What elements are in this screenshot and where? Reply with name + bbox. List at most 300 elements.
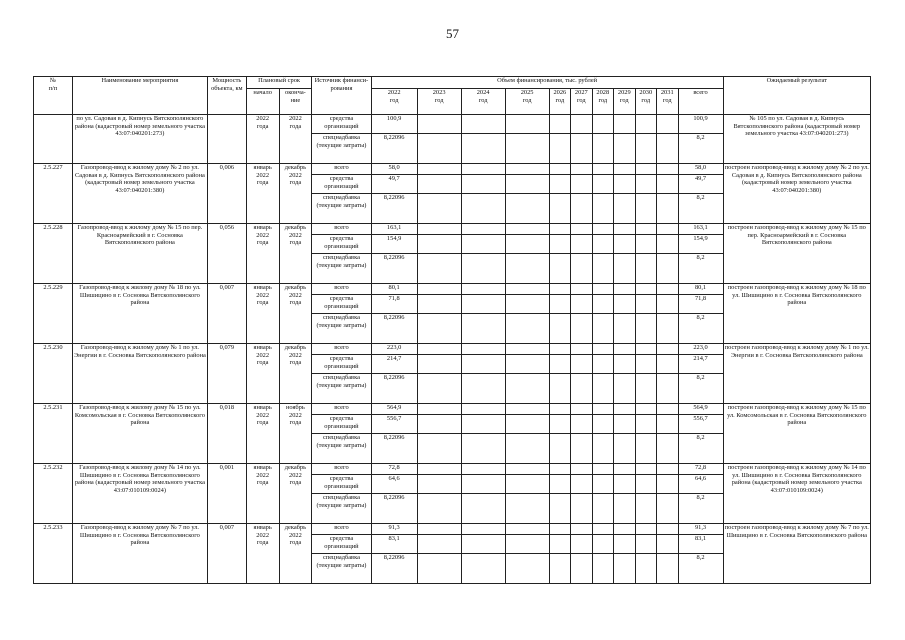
value-2022: 64,6 <box>371 475 417 494</box>
expected-result: построен газопровод-ввод к жилому дому № 15 по пер. Красноармейский в г. Сосновка Вятскополянского района <box>723 224 870 284</box>
value-total: 564,9 <box>678 404 723 415</box>
value-2022: 80,1 <box>371 284 417 295</box>
value-year-empty <box>614 404 635 415</box>
value-year-empty <box>417 254 461 284</box>
funding-source: всего <box>312 164 371 175</box>
value-year-empty <box>505 374 549 404</box>
start-date: январь 2022 года <box>246 284 279 344</box>
value-year-empty <box>505 434 549 464</box>
expected-result: построен газопровод-ввод к жилому дому № 18 по ул. Шишицино в г. Сосновка Вятскополянского района <box>723 284 870 344</box>
value-year-empty <box>592 535 613 554</box>
value-year-empty <box>549 475 570 494</box>
value-year-empty <box>635 175 656 194</box>
row-number <box>34 115 73 164</box>
value-total: 71,8 <box>678 295 723 314</box>
value-year-empty <box>505 475 549 494</box>
funding-source: спецнадбавка (текущие затраты) <box>312 494 371 524</box>
value-year-empty <box>417 175 461 194</box>
row-number: 2.5.230 <box>34 344 73 404</box>
value-2022: 163,1 <box>371 224 417 235</box>
value-2022: 8,22096 <box>371 314 417 344</box>
value-year-empty <box>635 295 656 314</box>
value-year-empty <box>592 284 613 295</box>
value-year-empty <box>592 235 613 254</box>
value-total: 83,1 <box>678 535 723 554</box>
value-year-empty <box>571 464 592 475</box>
value-year-empty <box>417 344 461 355</box>
value-year-empty <box>505 344 549 355</box>
row-number: 2.5.229 <box>34 284 73 344</box>
header-year: 2029 год <box>614 89 635 115</box>
value-year-empty <box>614 535 635 554</box>
header-year: 2024 год <box>461 89 505 115</box>
value-year-empty <box>549 284 570 295</box>
value-year-empty <box>505 554 549 584</box>
value-2022: 8,22096 <box>371 494 417 524</box>
funding-source: средства организаций <box>312 535 371 554</box>
value-year-empty <box>461 115 505 134</box>
value-year-empty <box>571 224 592 235</box>
value-year-empty <box>614 415 635 434</box>
value-year-empty <box>461 164 505 175</box>
value-year-empty <box>635 164 656 175</box>
value-year-empty <box>635 115 656 134</box>
start-date: январь 2022 года <box>246 464 279 524</box>
value-year-empty <box>635 434 656 464</box>
header-name: Наименование мероприятия <box>72 77 207 115</box>
value-total: 8,2 <box>678 134 723 164</box>
funding-source: средства организаций <box>312 355 371 374</box>
value-year-empty <box>592 475 613 494</box>
value-year-empty <box>571 295 592 314</box>
value-year-empty <box>614 344 635 355</box>
value-year-empty <box>635 475 656 494</box>
row-number: 2.5.231 <box>34 404 73 464</box>
header-year: 2023 год <box>417 89 461 115</box>
value-year-empty <box>635 254 656 284</box>
value-year-empty <box>592 115 613 134</box>
end-date: декабрь 2022 года <box>279 524 312 584</box>
value-total: 8,2 <box>678 314 723 344</box>
funding-source: средства организаций <box>312 475 371 494</box>
event-name: Газопровод-ввод к жилому дому № 18 по ул. Шишицино в г. Сосновка Вятскополянского района <box>72 284 207 344</box>
value-year-empty <box>417 284 461 295</box>
value-year-empty <box>614 295 635 314</box>
value-year-empty <box>505 535 549 554</box>
value-year-empty <box>461 404 505 415</box>
event-name: Газопровод-ввод к жилому дому № 7 по ул. Шишицино в г. Сосновка Вятскополянского района <box>72 524 207 584</box>
capacity: 0,001 <box>207 464 246 524</box>
value-year-empty <box>549 344 570 355</box>
value-year-empty <box>614 254 635 284</box>
header-result: Ожидаемый результат <box>723 77 870 115</box>
funding-source: средства организаций <box>312 115 371 134</box>
funding-source: всего <box>312 284 371 295</box>
header-total: всего <box>678 89 723 115</box>
value-year-empty <box>505 464 549 475</box>
value-year-empty <box>657 254 678 284</box>
value-year-empty <box>505 284 549 295</box>
end-date: декабрь 2022 года <box>279 224 312 284</box>
value-year-empty <box>571 194 592 224</box>
value-year-empty <box>635 404 656 415</box>
value-year-empty <box>417 434 461 464</box>
event-name: Газопровод-ввод к жилому дому № 14 по ул. Шишицино в г. Сосновка Вятскополянского района (кадастровый номер земельного участка 43:07:010109:0024) <box>72 464 207 524</box>
value-year-empty <box>592 134 613 164</box>
value-year-empty <box>505 494 549 524</box>
value-year-empty <box>592 434 613 464</box>
table-row <box>34 115 871 134</box>
funding-source: спецнадбавка (текущие затраты) <box>312 194 371 224</box>
value-2022: 8,22096 <box>371 434 417 464</box>
value-total: 72,8 <box>678 464 723 475</box>
value-year-empty <box>614 524 635 535</box>
value-year-empty <box>592 295 613 314</box>
table-row <box>34 524 871 535</box>
value-year-empty <box>461 224 505 235</box>
value-year-empty <box>549 404 570 415</box>
value-year-empty <box>592 554 613 584</box>
value-year-empty <box>549 134 570 164</box>
value-year-empty <box>417 295 461 314</box>
value-year-empty <box>461 415 505 434</box>
start-date: январь 2022 года <box>246 404 279 464</box>
value-year-empty <box>614 434 635 464</box>
event-name: Газопровод-ввод к жилому дому № 2 по ул. Садовая в д. Кипнусь Вятскополянского района (кадастровый номер земельного участка 43:07:040201:380) <box>72 164 207 224</box>
event-name: по ул. Садовая в д. Кипнусь Вятскополянского района (кадастровый номер земельного участка 43:07:040201:273) <box>72 115 207 164</box>
value-year-empty <box>505 415 549 434</box>
value-2022: 8,22096 <box>371 554 417 584</box>
value-year-empty <box>549 535 570 554</box>
row-number: 2.5.232 <box>34 464 73 524</box>
value-year-empty <box>461 464 505 475</box>
value-total: 556,7 <box>678 415 723 434</box>
table-row <box>34 344 871 355</box>
value-year-empty <box>657 194 678 224</box>
funding-source: спецнадбавка (текущие затраты) <box>312 254 371 284</box>
capacity: 0,006 <box>207 164 246 224</box>
value-year-empty <box>635 494 656 524</box>
value-year-empty <box>635 535 656 554</box>
value-year-empty <box>614 464 635 475</box>
value-year-empty <box>505 175 549 194</box>
funding-source: спецнадбавка (текущие затраты) <box>312 314 371 344</box>
value-year-empty <box>461 434 505 464</box>
value-year-empty <box>461 235 505 254</box>
value-year-empty <box>657 314 678 344</box>
start-date: январь 2022 года <box>246 224 279 284</box>
value-year-empty <box>614 494 635 524</box>
capacity: 0,056 <box>207 224 246 284</box>
value-year-empty <box>635 355 656 374</box>
value-year-empty <box>657 374 678 404</box>
value-total: 80,1 <box>678 284 723 295</box>
table-body <box>34 115 871 584</box>
value-year-empty <box>461 194 505 224</box>
value-total: 58,0 <box>678 164 723 175</box>
value-year-empty <box>592 344 613 355</box>
value-year-empty <box>417 554 461 584</box>
value-year-empty <box>549 494 570 524</box>
end-date: декабрь 2022 года <box>279 344 312 404</box>
funding-source: средства организаций <box>312 175 371 194</box>
header-year: 2028 год <box>592 89 613 115</box>
value-year-empty <box>549 115 570 134</box>
value-year-empty <box>571 344 592 355</box>
value-year-empty <box>417 535 461 554</box>
header-source: Источник финанси- рования <box>312 77 371 115</box>
funding-source: всего <box>312 524 371 535</box>
value-year-empty <box>505 254 549 284</box>
value-year-empty <box>505 115 549 134</box>
value-year-empty <box>549 415 570 434</box>
page-number: 57 <box>446 26 459 41</box>
end-date: 2022 года <box>279 115 312 164</box>
expected-result: № 105 по ул. Садовая в д. Кипнусь Вятскополянского района (кадастровый номер земельного участка 43:07:040201:273) <box>723 115 870 164</box>
value-total: 100,9 <box>678 115 723 134</box>
value-year-empty <box>657 415 678 434</box>
value-year-empty <box>549 554 570 584</box>
value-year-empty <box>571 494 592 524</box>
value-year-empty <box>417 224 461 235</box>
value-year-empty <box>614 355 635 374</box>
value-year-empty <box>505 355 549 374</box>
table-row <box>34 464 871 475</box>
value-year-empty <box>657 235 678 254</box>
value-total: 8,2 <box>678 434 723 464</box>
value-year-empty <box>505 235 549 254</box>
capacity: 0,079 <box>207 344 246 404</box>
value-year-empty <box>461 254 505 284</box>
table-row <box>34 164 871 175</box>
value-year-empty <box>549 175 570 194</box>
capacity <box>207 115 246 164</box>
expected-result: построен газопровод-ввод к жилому дому № 7 по ул. Шишицино в г. Сосновка Вятскополянского района <box>723 524 870 584</box>
value-year-empty <box>657 224 678 235</box>
value-total: 223,0 <box>678 344 723 355</box>
value-year-empty <box>614 235 635 254</box>
value-year-empty <box>549 194 570 224</box>
funding-source: всего <box>312 464 371 475</box>
value-year-empty <box>635 374 656 404</box>
start-date: январь 2022 года <box>246 524 279 584</box>
value-year-empty <box>592 254 613 284</box>
funding-source: средства организаций <box>312 235 371 254</box>
value-year-empty <box>635 344 656 355</box>
start-date: январь 2022 года <box>246 164 279 224</box>
end-date: ноябрь 2022 года <box>279 404 312 464</box>
value-year-empty <box>657 475 678 494</box>
value-year-empty <box>614 554 635 584</box>
funding-source: средства организаций <box>312 415 371 434</box>
funding-source: средства организаций <box>312 295 371 314</box>
value-year-empty <box>417 415 461 434</box>
value-year-empty <box>571 115 592 134</box>
event-name: Газопровод-ввод к жилому дому № 15 по пер. Красноармейский в г. Сосновка Вятскополянского района <box>72 224 207 284</box>
value-year-empty <box>549 254 570 284</box>
value-year-empty <box>417 164 461 175</box>
value-year-empty <box>571 415 592 434</box>
value-2022: 154,9 <box>371 235 417 254</box>
value-total: 214,7 <box>678 355 723 374</box>
value-year-empty <box>417 355 461 374</box>
value-year-empty <box>657 344 678 355</box>
value-year-empty <box>592 164 613 175</box>
value-year-empty <box>571 164 592 175</box>
value-year-empty <box>505 164 549 175</box>
financing-table <box>33 76 871 584</box>
value-year-empty <box>549 314 570 344</box>
event-name: Газопровод-ввод к жилому дому № 1 по ул. Энергии в г. Сосновка Вятскополянского района <box>72 344 207 404</box>
header-volume: Объем финансирования, тыс. рублей <box>371 77 723 89</box>
value-year-empty <box>461 134 505 164</box>
value-year-empty <box>549 224 570 235</box>
value-year-empty <box>657 404 678 415</box>
header-year: 2025 год <box>505 89 549 115</box>
value-total: 8,2 <box>678 194 723 224</box>
end-date: декабрь 2022 года <box>279 464 312 524</box>
value-year-empty <box>505 224 549 235</box>
value-total: 49,7 <box>678 175 723 194</box>
header-year: 2026 год <box>549 89 570 115</box>
event-name: Газопровод-ввод к жилому дому № 15 по ул. Комсомольская в г. Сосновка Вятскополянского района <box>72 404 207 464</box>
value-year-empty <box>461 475 505 494</box>
funding-source: всего <box>312 224 371 235</box>
value-year-empty <box>417 194 461 224</box>
value-year-empty <box>635 134 656 164</box>
value-year-empty <box>592 524 613 535</box>
funding-source: спецнадбавка (текущие затраты) <box>312 134 371 164</box>
value-year-empty <box>614 374 635 404</box>
value-year-empty <box>461 535 505 554</box>
value-year-empty <box>417 314 461 344</box>
table-row <box>34 404 871 415</box>
value-year-empty <box>461 355 505 374</box>
value-year-empty <box>417 475 461 494</box>
value-year-empty <box>635 415 656 434</box>
value-total: 91,3 <box>678 524 723 535</box>
value-year-empty <box>592 494 613 524</box>
value-year-empty <box>461 554 505 584</box>
funding-source: спецнадбавка (текущие затраты) <box>312 434 371 464</box>
value-year-empty <box>461 314 505 344</box>
value-year-empty <box>461 175 505 194</box>
value-total: 8,2 <box>678 254 723 284</box>
value-year-empty <box>549 295 570 314</box>
table-header <box>34 77 871 115</box>
value-year-empty <box>657 134 678 164</box>
value-2022: 91,3 <box>371 524 417 535</box>
value-year-empty <box>657 284 678 295</box>
value-year-empty <box>571 535 592 554</box>
start-date: 2022 года <box>246 115 279 164</box>
value-year-empty <box>614 164 635 175</box>
value-year-empty <box>571 524 592 535</box>
value-2022: 556,7 <box>371 415 417 434</box>
value-2022: 564,9 <box>371 404 417 415</box>
value-year-empty <box>571 314 592 344</box>
value-year-empty <box>461 344 505 355</box>
value-2022: 223,0 <box>371 344 417 355</box>
value-2022: 8,22096 <box>371 134 417 164</box>
header-end: оконча- ние <box>279 89 312 115</box>
value-year-empty <box>417 464 461 475</box>
header-year: 2022 год <box>371 89 417 115</box>
value-year-empty <box>549 355 570 374</box>
value-year-empty <box>614 314 635 344</box>
value-2022: 49,7 <box>371 175 417 194</box>
value-year-empty <box>614 224 635 235</box>
value-year-empty <box>592 374 613 404</box>
value-year-empty <box>417 235 461 254</box>
value-year-empty <box>592 464 613 475</box>
capacity: 0,018 <box>207 404 246 464</box>
value-year-empty <box>417 494 461 524</box>
value-year-empty <box>657 535 678 554</box>
value-total: 64,6 <box>678 475 723 494</box>
value-year-empty <box>657 464 678 475</box>
value-year-empty <box>461 494 505 524</box>
value-year-empty <box>635 284 656 295</box>
expected-result: построен газопровод-ввод к жилому дому № 1 по ул. Энергии в г. Сосновка Вятскополянского района <box>723 344 870 404</box>
header-start: начало <box>246 89 279 115</box>
value-year-empty <box>657 494 678 524</box>
value-year-empty <box>614 134 635 164</box>
value-year-empty <box>549 524 570 535</box>
value-year-empty <box>505 134 549 164</box>
value-year-empty <box>657 434 678 464</box>
header-capacity: Мощность объекта, км <box>207 77 246 115</box>
value-year-empty <box>571 175 592 194</box>
value-year-empty <box>571 134 592 164</box>
value-year-empty <box>635 554 656 584</box>
value-year-empty <box>461 284 505 295</box>
value-year-empty <box>592 314 613 344</box>
header-plan-period: Плановый срок <box>246 77 311 89</box>
value-year-empty <box>549 164 570 175</box>
value-2022: 100,9 <box>371 115 417 134</box>
value-year-empty <box>417 524 461 535</box>
value-year-empty <box>505 524 549 535</box>
value-year-empty <box>417 404 461 415</box>
funding-source: всего <box>312 344 371 355</box>
capacity: 0,007 <box>207 524 246 584</box>
value-total: 8,2 <box>678 374 723 404</box>
header-year: 2031 год <box>657 89 678 115</box>
value-year-empty <box>635 224 656 235</box>
value-2022: 71,8 <box>371 295 417 314</box>
value-year-empty <box>461 374 505 404</box>
value-2022: 214,7 <box>371 355 417 374</box>
value-year-empty <box>614 284 635 295</box>
value-year-empty <box>571 434 592 464</box>
header-year: 2030 год <box>635 89 656 115</box>
funding-source: спецнадбавка (текущие затраты) <box>312 554 371 584</box>
value-total: 154,9 <box>678 235 723 254</box>
value-year-empty <box>571 374 592 404</box>
value-year-empty <box>417 374 461 404</box>
value-year-empty <box>571 404 592 415</box>
value-year-empty <box>505 295 549 314</box>
value-total: 8,2 <box>678 554 723 584</box>
capacity: 0,007 <box>207 284 246 344</box>
value-year-empty <box>505 194 549 224</box>
value-year-empty <box>657 175 678 194</box>
header-number: № п/п <box>34 77 73 115</box>
table-row <box>34 284 871 295</box>
end-date: декабрь 2022 года <box>279 284 312 344</box>
row-number: 2.5.228 <box>34 224 73 284</box>
